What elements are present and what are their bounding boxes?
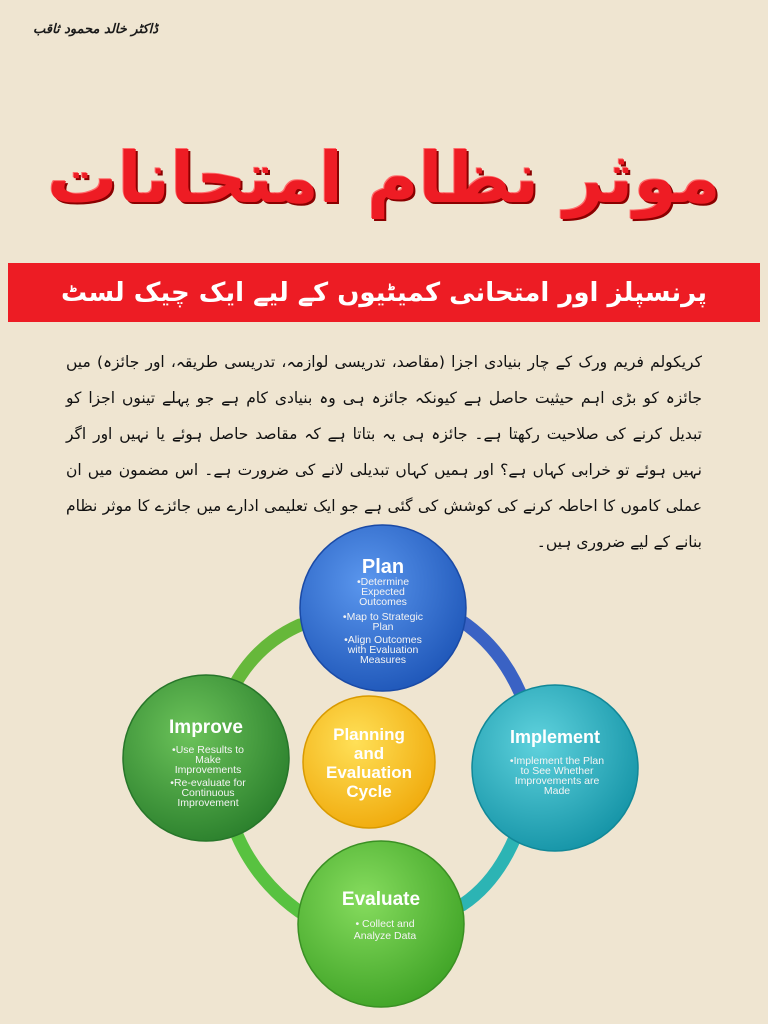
implement-line: to See Whether	[520, 765, 594, 777]
improve-title: Improve	[169, 717, 243, 738]
implement-line: Made	[543, 785, 571, 797]
plan-line: •Align Outcomes	[344, 634, 422, 646]
implement-title: Implement	[509, 727, 601, 747]
plan-node	[300, 525, 466, 691]
plan-line: Plan	[372, 621, 394, 633]
center-line: Cycle	[346, 782, 392, 801]
implement-line: Improvements are	[514, 775, 600, 787]
improve-line: Continuous	[181, 787, 235, 799]
arc-plan-implement	[460, 620, 525, 705]
plan-line: Measures	[359, 654, 407, 666]
improve-node	[123, 675, 289, 841]
plan-line: •Determine	[356, 576, 410, 588]
arc-evaluate-improve	[235, 830, 300, 912]
evaluate-line: • Collect and	[355, 918, 415, 930]
improve-line: •Use Results to	[172, 744, 244, 756]
center-line: and	[353, 744, 385, 763]
implement-line: •Implement the Plan	[509, 755, 605, 767]
evaluate-title: Evaluate	[341, 889, 421, 910]
implement-node	[472, 685, 638, 851]
center-node	[303, 696, 435, 828]
page-title: موثر نظام امتحانات	[47, 137, 721, 219]
improve-line: Improvements	[174, 764, 242, 776]
plan-line: with Evaluation	[347, 644, 419, 656]
plan-line: •Map to Strategic	[342, 611, 424, 623]
improve-line: Improvement	[177, 797, 239, 809]
improve-line: •Re-evaluate for	[170, 777, 246, 789]
center-line: Evaluation	[326, 763, 412, 782]
plan-title: Plan	[361, 556, 405, 578]
plan-line: Outcomes	[359, 596, 407, 608]
improve-line: Make	[195, 754, 221, 766]
evaluate-node	[298, 841, 464, 1007]
author-name: ڈاکٹر خالد محمود ثاقب	[33, 22, 158, 37]
plan-line: Expected	[361, 586, 405, 598]
center-line: Planning	[333, 725, 405, 744]
arc-improve-plan	[232, 625, 300, 690]
evaluate-line: Analyze Data	[353, 930, 417, 942]
intro-paragraph: کریکولم فریم ورک کے چار بنیادی اجزا (مقاصد، تدریسی لوازمہ، تدریسی طریقہ، اور جائزہ) میں جائزہ کو بڑی اہم حیثیت حاصل ہے کیونکہ جائزہ ہی وہ بنیادی کام ہے جو پہلے تینوں اجزا کو تبدیل کرنے کی صلاحیت رکھتا ہے۔ جائزہ ہی یہ بتاتا ہے کہ مقاصد حاصل ہوئے یا نہیں اور اگر نہیں ہوئے تو خرابی کہاں ہے؟ اور ہمیں کہاں تبدیلی لانے کی ضرورت ہے۔ اس مضمون میں ان عملی کاموں کا احاطہ کرنے کی کوشش کی گئی ہے جو ایک تعلیمی ادارے میں جائزے کا موثر نظام بنانے کے لیے ضروری ہیں۔	[66, 353, 702, 551]
subtitle-text: پرنسپلز اور امتحانی کمیٹیوں کے لیے ایک چیک لسٹ	[60, 277, 708, 308]
